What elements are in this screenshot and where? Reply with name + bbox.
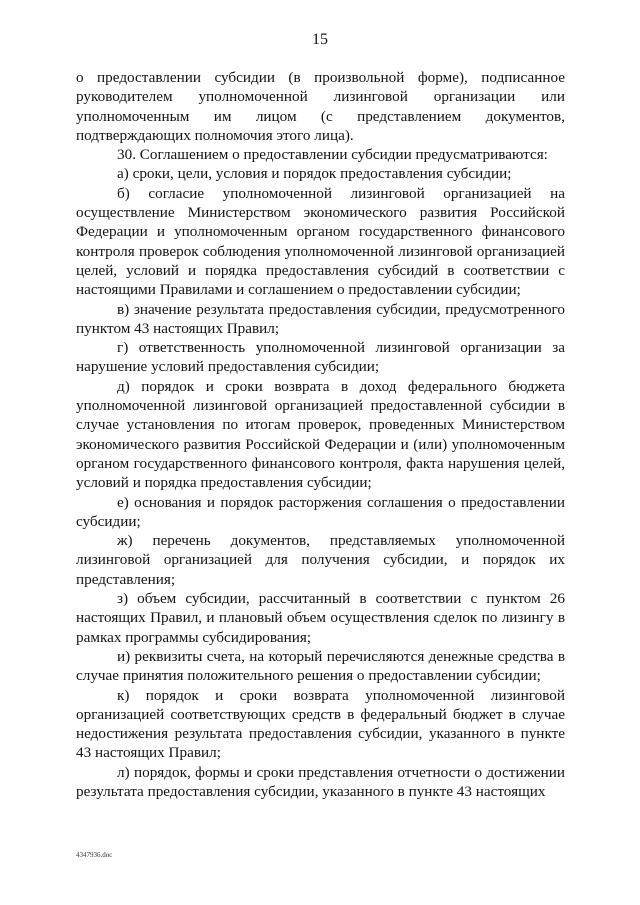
page-number: 15	[312, 31, 328, 48]
paragraph-item-i: и) реквизиты счета, на который перечисляются денежные средства в случае принятия положительного решения о предоставлении субсидии;	[76, 647, 565, 685]
document-body	[76, 68, 565, 801]
paragraph-item-l: л) порядок, формы и сроки представления отчетности о достижении результата предоставления субсидии, указанного в пункте 43 настоящих	[76, 763, 565, 800]
paragraph-item-zh: ж) перечень документов, представляемых уполномоченной лизинговой организацией для получения субсидии, и порядок их представления;	[76, 532, 565, 588]
paragraph-continuation: о предоставлении субсидии (в произвольной форме), подписанное руководителем уполномоченной лизинговой организации или уполномоченным им лицом (с представлением документов, подтверждающих полномочия этого лица).	[76, 69, 565, 144]
paragraph-item-d: д) порядок и сроки возврата в доход федерального бюджета уполномоченной лизинговой организацией предоставленной субсидии в случае установления по итогам проверок, проведенных Министерством экономического развития Российской Федерации и (или) уполномоченным органом государственного финансового контроля, факта нарушения целей, условий и порядка предоставления субсидии;	[76, 377, 565, 492]
paragraph-item-v: в) значение результата предоставления субсидии, предусмотренного пунктом 43 настоящих Правил;	[76, 300, 565, 337]
paragraph-item-k: к) порядок и сроки возврата уполномоченной лизинговой организацией соответствующих средств в федеральный бюджет в случае недостижения результата предоставления субсидии, указанного в пункте 43 настоящих Правил;	[76, 686, 565, 762]
paragraph-item-a: а) сроки, цели, условия и порядок предоставления субсидии;	[117, 165, 512, 183]
paragraph-item-z: з) объем субсидии, рассчитанный в соответствии с пунктом 26 настоящих Правил, и плановый объем осуществления сделок по лизингу в рамках программы субсидирования;	[76, 590, 565, 646]
paragraph-clause-30: 30. Соглашением о предоставлении субсидии предусматриваются:	[117, 146, 548, 164]
paragraph-item-g: г) ответственность уполномоченной лизинговой организации за нарушение условий предоставления субсидии;	[76, 339, 565, 376]
paragraph-item-b: б) согласие уполномоченной лизинговой организацией на осуществление Министерством экономического развития Российской Федерации и уполномоченным органом государственного финансового контроля проверок соблюдения уполномоченной лизинговой организацией целей, условий и порядка предоставления субсидий в соответствии с настоящими Правилами и соглашением о предоставлении субсидии;	[76, 184, 565, 299]
paragraph-item-e: е) основания и порядок расторжения соглашения о предоставлении субсидии;	[76, 493, 565, 530]
document-file-code: 4347936.doc	[76, 851, 113, 859]
